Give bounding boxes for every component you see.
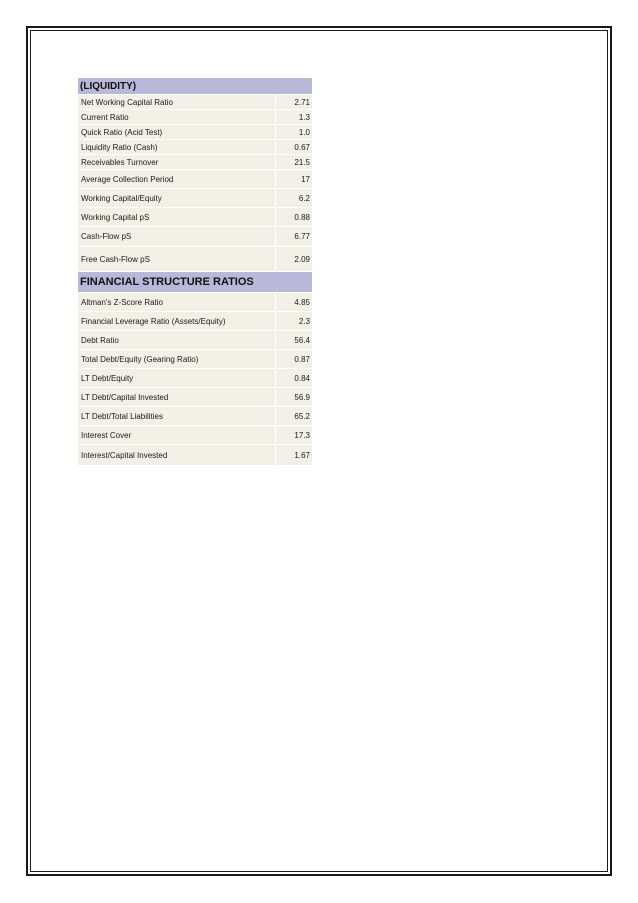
table-row (78, 331, 312, 350)
ratio-label: Interest Cover (78, 426, 276, 444)
table-row (78, 140, 312, 155)
ratio-value: 21.5 (276, 155, 312, 169)
table-row (78, 95, 312, 110)
ratio-label: Receivables Turnover (78, 155, 276, 169)
ratio-label: Working Capital pS (78, 208, 276, 226)
ratio-label: Debt Ratio (78, 331, 276, 349)
ratio-label: Interest/Capital Invested (78, 445, 276, 465)
ratio-label: LT Debt/Equity (78, 369, 276, 387)
ratio-value: 2.09 (276, 247, 312, 271)
table-row (78, 407, 312, 426)
liquidity-section-title: (LIQUIDITY) (80, 80, 137, 92)
ratio-value: 1.67 (276, 445, 312, 465)
ratio-value: 1.0 (276, 125, 312, 139)
ratios-table (78, 78, 312, 466)
ratio-value: 2.71 (276, 95, 312, 109)
ratio-label: LT Debt/Capital Invested (78, 388, 276, 406)
ratio-value: 0.67 (276, 140, 312, 154)
ratio-value: 6.2 (276, 189, 312, 207)
ratio-label: Cash-Flow pS (78, 227, 276, 246)
table-row (78, 293, 312, 312)
ratio-label: Total Debt/Equity (Gearing Ratio) (78, 350, 276, 368)
ratio-value: 0.87 (276, 350, 312, 368)
table-row (78, 189, 312, 208)
ratio-label: LT Debt/Total Liabilities (78, 407, 276, 425)
ratio-value: 0.88 (276, 208, 312, 226)
table-row (78, 208, 312, 227)
table-row (78, 388, 312, 407)
ratio-label: Liquidity Ratio (Cash) (78, 140, 276, 154)
ratio-value: 1.3 (276, 110, 312, 124)
financial-structure-section-header (78, 272, 312, 293)
ratio-label: Working Capital/Equity (78, 189, 276, 207)
table-row (78, 426, 312, 445)
ratio-value: 56.9 (276, 388, 312, 406)
ratio-value: 17 (276, 170, 312, 188)
ratio-label: Free Cash-Flow pS (78, 247, 276, 271)
table-row (78, 350, 312, 369)
table-row (78, 110, 312, 125)
table-row (78, 369, 312, 388)
ratio-label: Financial Leverage Ratio (Assets/Equity) (78, 312, 276, 330)
ratio-label: Current Ratio (78, 110, 276, 124)
ratio-label: Average Collection Period (78, 170, 276, 188)
liquidity-section-header (78, 78, 312, 95)
ratio-value: 65.2 (276, 407, 312, 425)
ratio-value: 0.84 (276, 369, 312, 387)
table-row (78, 312, 312, 331)
table-row (78, 155, 312, 170)
ratio-value: 2.3 (276, 312, 312, 330)
table-row (78, 227, 312, 247)
ratio-value: 17.3 (276, 426, 312, 444)
financial-structure-section-title: FINANCIAL STRUCTURE RATIOS (80, 276, 254, 288)
table-row (78, 247, 312, 272)
ratio-value: 4.85 (276, 293, 312, 311)
ratio-label: Net Working Capital Ratio (78, 95, 276, 109)
table-row (78, 445, 312, 466)
table-row (78, 170, 312, 189)
ratio-value: 56.4 (276, 331, 312, 349)
ratio-label: Altman's Z-Score Ratio (78, 293, 276, 311)
ratio-label: Quick Ratio (Acid Test) (78, 125, 276, 139)
ratio-value: 6.77 (276, 227, 312, 246)
table-row (78, 125, 312, 140)
